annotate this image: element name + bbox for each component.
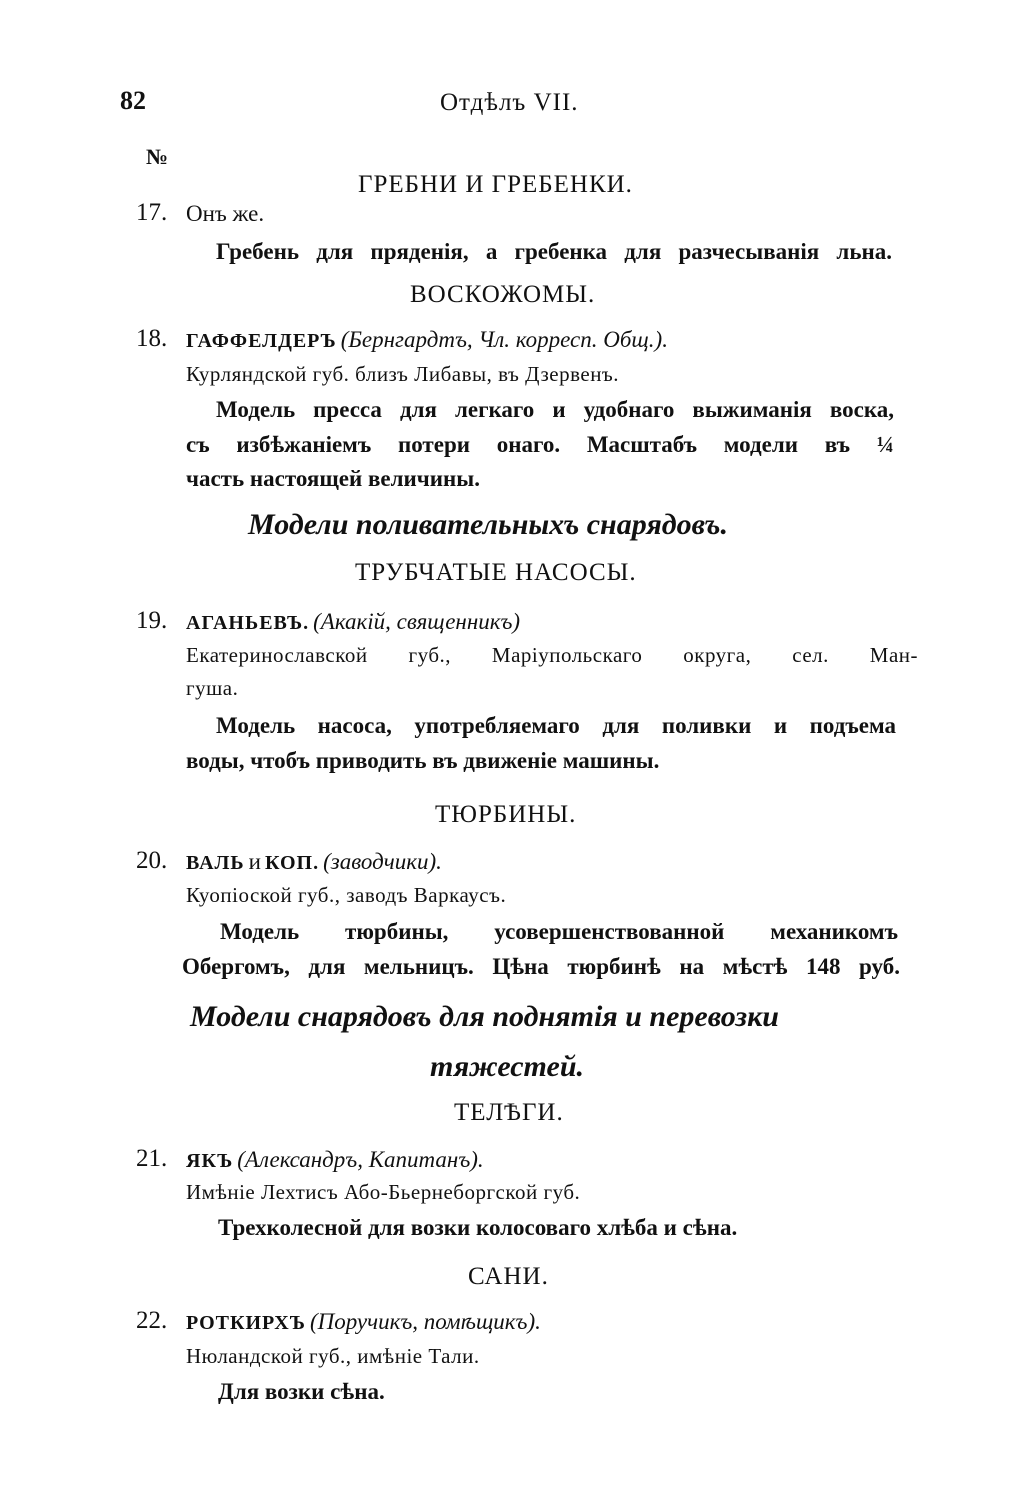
entry-17-name: Онъ же. bbox=[186, 201, 265, 226]
section-heading-sani: САНИ. bbox=[468, 1263, 549, 1290]
section-heading-podnyatie-line-2: тяжестей. bbox=[430, 1050, 584, 1083]
entry-20-name-2: КОП. bbox=[264, 852, 320, 874]
entry-21-description: Трехколесной для возки колосоваго хлѣба и сѣна. bbox=[218, 1215, 738, 1240]
entry-18-place: Курляндской губ. близъ Либавы, въ Дзервенъ. bbox=[186, 362, 620, 386]
entry-22-number: 22. bbox=[136, 1307, 168, 1334]
number-sign: № bbox=[146, 144, 169, 169]
section-heading-voskozhomy: ВОСКОЖОМЫ. bbox=[410, 281, 596, 308]
entry-22-name: РОТКИРХЪ bbox=[186, 1312, 306, 1334]
entry-19-header-line bbox=[186, 610, 520, 633]
entry-20-conjunction: и bbox=[248, 849, 261, 874]
entry-20-header-line bbox=[186, 850, 442, 873]
entry-21-place: Имѣніе Лехтисъ Або-Бьернеборгской губ. bbox=[186, 1180, 581, 1204]
entry-19-name: АГАНЬЕВЪ. bbox=[186, 612, 310, 634]
entry-17-number: 17. bbox=[136, 199, 168, 226]
entry-22-role: (Поручикъ, помѣщикъ). bbox=[309, 1309, 541, 1334]
entry-20-name: ВАЛЬ bbox=[186, 852, 245, 874]
section-heading-grebni: ГРЕБНИ И ГРЕБЕНКИ. bbox=[358, 171, 633, 198]
section-heading-turbiny: ТЮРБИНЫ. bbox=[435, 801, 577, 828]
entry-18-name: ГАФФЕЛДЕРЪ bbox=[186, 330, 337, 352]
entry-18-description-line-3: часть настоящей величины. bbox=[186, 466, 480, 491]
entry-22-description: Для возки сѣна. bbox=[218, 1379, 385, 1404]
entry-21-header-line bbox=[186, 1148, 484, 1171]
entry-20-role: (заводчики). bbox=[323, 849, 442, 874]
entry-19-description-line-2: воды, чтобъ приводить въ движеніе машины. bbox=[186, 748, 660, 773]
section-heading-telegi: ТЕЛѢГИ. bbox=[454, 1099, 564, 1126]
page-number: 82 bbox=[120, 86, 146, 115]
entry-17-description: Гребень для пряденія, а гребенка для разчесыванія льна. bbox=[216, 239, 892, 264]
section-heading-trubchatye: ТРУБЧАТЫЕ НАСОСЫ. bbox=[355, 559, 637, 586]
entry-21-name: ЯКЪ bbox=[186, 1150, 234, 1172]
entry-20-description-line-2: Обергомъ, для мельницъ. Цѣна тюрбинѣ на мѣстѣ 148 руб. bbox=[182, 954, 900, 979]
entry-18-description-line-2: съ избѣжаніемъ потери онаго. Масштабъ модели въ ¼ bbox=[186, 432, 894, 457]
entry-20-description-line-1: Модель тюрбины, усовершенствованной механикомъ bbox=[220, 919, 898, 944]
entry-21-number: 21. bbox=[136, 1145, 168, 1172]
entry-18-description-line-1: Модель пресса для легкаго и удобнаго выжиманія воска, bbox=[216, 397, 894, 422]
entry-18-header-line bbox=[186, 328, 668, 351]
entry-20-place: Куопіоской губ., заводъ Варкаусъ. bbox=[186, 883, 507, 907]
entry-19-place-line-2: гуша. bbox=[186, 676, 239, 700]
entry-21-role: (Александръ, Капитанъ). bbox=[237, 1147, 484, 1172]
entry-22-header-line bbox=[186, 1310, 541, 1333]
entry-19-number: 19. bbox=[136, 607, 168, 634]
running-header: Отдѣлъ VII. bbox=[440, 89, 579, 116]
entry-22-place: Нюландской губ., имѣніе Тали. bbox=[186, 1344, 480, 1368]
entry-20-number: 20. bbox=[136, 847, 168, 874]
entry-19-place-line-1: Екатеринославской губ., Маріупольскаго округа, сел. Ман- bbox=[186, 643, 918, 667]
entry-19-description-line-1: Модель насоса, употребляемаго для поливки и подъема bbox=[216, 713, 896, 738]
section-heading-podnyatie-line-1: Модели снарядовъ для поднятія и перевозки bbox=[190, 1000, 779, 1033]
entry-18-number: 18. bbox=[136, 325, 168, 352]
entry-18-role: (Бернгардтъ, Чл. корресп. Общ.). bbox=[340, 327, 668, 352]
entry-19-role: (Акакій, священникъ) bbox=[313, 609, 521, 634]
section-heading-polivatelnye: Модели поливательныхъ снарядовъ. bbox=[248, 508, 728, 541]
